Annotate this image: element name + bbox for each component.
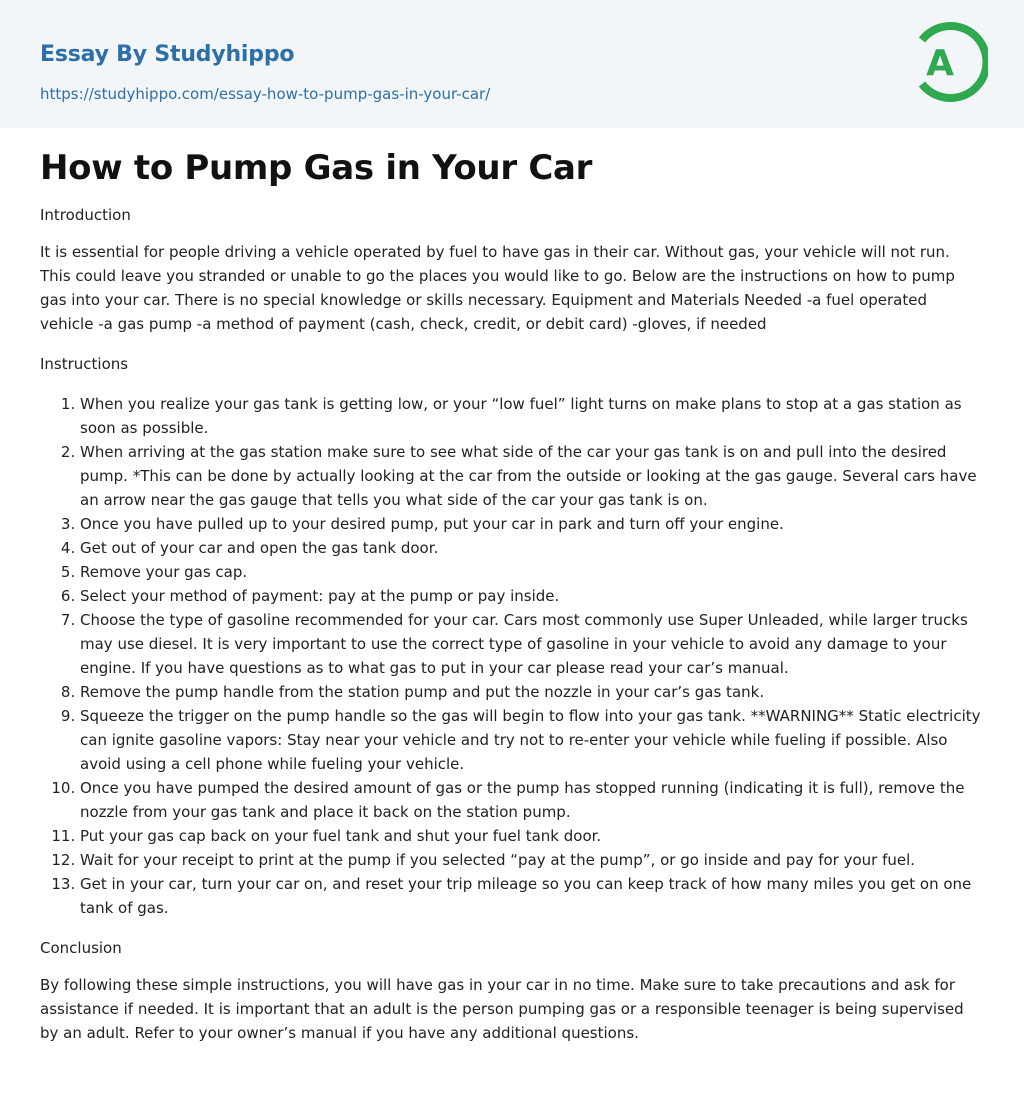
list-item: 8. Remove the pump handle from the station pump and put the nozzle in your car’s gas tank.	[80, 680, 984, 704]
introduction-paragraph: It is essential for people driving a vehicle operated by fuel to have gas in their car. Without gas, your vehicle will not run. This could leave you stranded or unable to go the places you would like to go. Below are the instructions on how to pump gas into your car. There is no special knowledge or skills necessary. Equipment and Materials Needed -a fuel operated vehicle -a gas pump -a method of payment (cash, check, credit, or debit card) -gloves, if needed	[40, 243, 955, 333]
site-brand[interactable]: Essay By Studyhippo	[40, 42, 295, 67]
instructions-heading: Instructions	[40, 355, 129, 373]
instructions-list	[40, 392, 984, 920]
list-item: 7. Choose the type of gasoline recommended for your car. Cars most commonly use Super Unleaded, while larger trucks may use diesel. It is very important to use the correct type of gasoline in your vehicle to avoid any damage to your engine. If you have questions as to what gas to put in your car please read your car’s manual.	[80, 608, 984, 680]
article-url-link[interactable]: https://studyhippo.com/essay-how-to-pump-gas-in-your-car/	[40, 85, 491, 103]
list-item: 11. Put your gas cap back on your fuel tank and shut your fuel tank door.	[80, 824, 984, 848]
list-item: 9. Squeeze the trigger on the pump handle so the gas will begin to flow into your gas tank. **WARNING** Static electricity can ignite gasoline vapors: Stay near your vehicle and try not to re-enter your vehicle while fueling if possible. Also avoid using a cell phone while fueling your vehicle.	[80, 704, 984, 776]
studyhippo-logo-icon[interactable]	[912, 18, 988, 106]
introduction-heading: Introduction	[40, 206, 131, 224]
list-item: 10. Once you have pumped the desired amount of gas or the pump has stopped running (indicating it is full), remove the nozzle from your gas tank and place it back on the station pump.	[80, 776, 984, 824]
list-item: 3. Once you have pulled up to your desired pump, put your car in park and turn off your engine.	[80, 512, 984, 536]
list-item: 13. Get in your car, turn your car on, and reset your trip mileage so you can keep track of how many miles you get on one tank of gas.	[80, 872, 984, 920]
list-item: 6. Select your method of payment: pay at the pump or pay inside.	[80, 584, 984, 608]
site-header	[0, 0, 1024, 128]
list-item: 1. When you realize your gas tank is getting low, or your “low fuel” light turns on make plans to stop at a gas station as soon as possible.	[80, 392, 984, 440]
logo-letter: A	[926, 43, 954, 84]
list-item: 5. Remove your gas cap.	[80, 560, 984, 584]
conclusion-heading: Conclusion	[40, 939, 122, 957]
article-title: How to Pump Gas in Your Car	[40, 148, 593, 188]
list-item: 12. Wait for your receipt to print at the pump if you selected “pay at the pump”, or go inside and pay for your fuel.	[80, 848, 984, 872]
list-item: 4. Get out of your car and open the gas tank door.	[80, 536, 984, 560]
article-body	[40, 140, 984, 1045]
list-item: 2. When arriving at the gas station make sure to see what side of the car your gas tank is on and pull into the desired pump. *This can be done by actually looking at the car from the outside or looking at the gas gauge. Several cars have an arrow near the gas gauge that tells you what side of the car your gas tank is on.	[80, 440, 984, 512]
conclusion-paragraph: By following these simple instructions, you will have gas in your car in no time. Make sure to take precautions and ask for assistance if needed. It is important that an adult is the person pumping gas or a responsible teenager is being supervised by an adult. Refer to your owner’s manual if you have any additional questions.	[40, 976, 964, 1042]
